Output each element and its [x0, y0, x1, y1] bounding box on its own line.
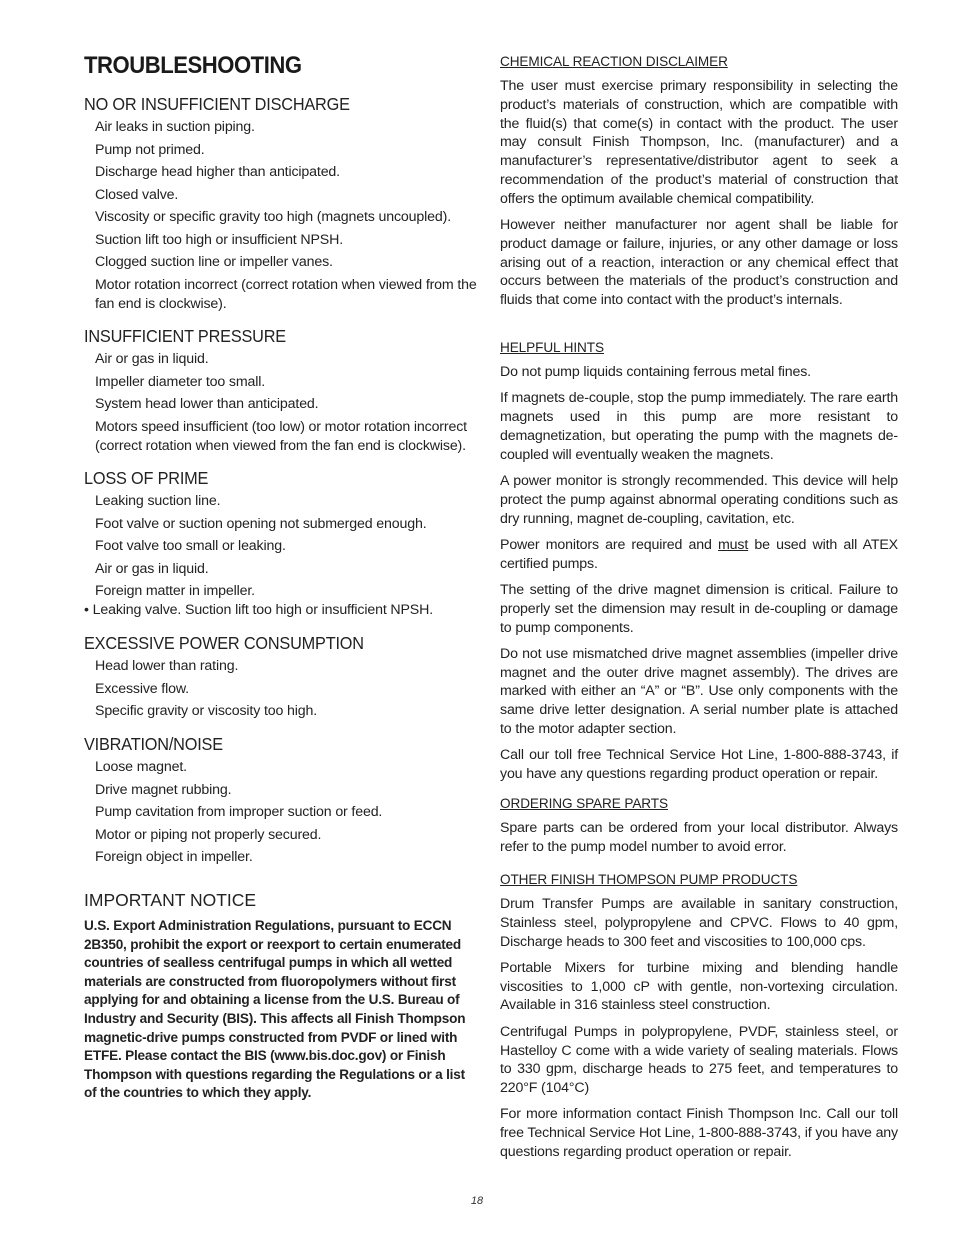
paragraph: However neither manufacturer nor agent shall be liable for product damage or failure, injuries, or any other damage or loss arising out of a reaction, interaction or any chemical effect that occurs between the materials of the product’s construction and fluids that come into contact with the product’s internals. — [500, 217, 898, 309]
list-item: Specific gravity or viscosity too high. — [95, 703, 318, 719]
important-notice — [84, 890, 480, 1103]
list-item: Pump cavitation from improper suction or feed. — [95, 804, 383, 820]
section-heading: HELPFUL HINTS — [500, 340, 604, 355]
paragraph: The setting of the drive magnet dimension is critical. Failure to properly set the dimension may result in de-coupling or damage to pump components. — [500, 581, 898, 636]
list-item: Leaking suction line. — [95, 493, 221, 509]
list-item: Impeller diameter too small. — [95, 373, 266, 390]
list-item: Closed valve. — [95, 186, 179, 203]
paragraph: Do not use mismatched drive magnet assemblies (impeller drive magnet and the outer drive magnet assembly). The drives are marked with either an “A” or “B”. Use only components with the same drive letter designation. A serial number plate is attached to the motor adapter section. — [500, 645, 898, 738]
section-heading: OTHER FINISH THOMPSON PUMP PRODUCTS — [500, 872, 798, 887]
other-products — [500, 872, 898, 1169]
section-no-discharge — [84, 94, 480, 317]
section-heading: INSUFFICIENT PRESSURE — [84, 326, 286, 346]
list-item: Foot valve too small or leaking. — [95, 538, 286, 554]
list-item: Loose magnet. — [95, 759, 187, 775]
paragraph: A power monitor is strongly recommended. This device will help protect the pump against abnormal operating conditions such as dry running, magnet de-coupling, cavitation, etc. — [500, 472, 898, 527]
notice-body: U.S. Export Administration Regulations, pursuant to ECCN 2B350, prohibit the export or reexport to certain enumerated countries of sealless centrifugal pumps in which all wetted materials are constructed from fluoropolymers without first applying for and obtaining a license from the U.S. Bureau of Industry and Security (BIS). This affects all Finish Thompson magnetic-drive pumps constructed from PVDF or lined with ETFE. Please contact the BIS (www.bis.doc.gov) or Finish Thompson with questions regarding the Regulations or a list of the countries to which they apply. — [84, 918, 466, 1101]
section-excessive-power — [84, 633, 480, 725]
section-heading: NO OR INSUFFICIENT DISCHARGE — [84, 94, 350, 114]
list-item: Motor rotation incorrect (correct rotation when viewed from the fan end is clockwise). — [95, 276, 477, 312]
list-item: Discharge head higher than anticipated. — [95, 164, 340, 180]
text-run: be used with all ATEX certified pumps. — [500, 536, 898, 572]
list-item: Air or gas in liquid. — [95, 560, 209, 577]
list-item: Air or gas in liquid. — [95, 351, 209, 367]
list-item: Foot valve or suction opening not submerged enough. — [95, 515, 427, 532]
paragraph: The user must exercise primary responsibility in selecting the product’s materials of construction, which are compatible with the fluid(s) that come(s) in contact with the product. The user may consult Finish Thompson, Inc. (manufacturer) and a manufacturer’s representative/distributor agent to seek a recommendation of the product’s material of construction that offers the optimum available chemical compatibility. — [500, 78, 898, 207]
section-heading: ORDERING SPARE PARTS — [500, 796, 668, 811]
paragraph: Drum Transfer Pumps are available in sanitary construction, Stainless steel, polypropylene and CPVC. Flows to 40 gpm, Discharge heads to 300 feet and viscosities to 100,000 cps. — [500, 896, 898, 950]
list-item: Suction lift too high or insufficient NPSH. — [95, 231, 344, 248]
list-item: Drive magnet rubbing. — [95, 781, 232, 798]
page-title: TROUBLESHOOTING — [84, 52, 302, 79]
paragraph-atex — [500, 536, 898, 574]
section-loss-of-prime — [84, 468, 480, 624]
paragraph: Portable Mixers for turbine mixing and blending handle viscosities to 1,000 cP with gentle, non-vortexing circulation. Available in 316 stainless steel construction. — [500, 959, 898, 1014]
list-item: • Leaking valve. Suction lift too high or insufficient NPSH. — [84, 602, 434, 618]
section-heading: LOSS OF PRIME — [84, 468, 209, 488]
section-insufficient-pressure — [84, 326, 480, 459]
paragraph: For more information contact Finish Thompson Inc. Call our toll free Technical Service Hot Line, 1-800-888-3743, if you have any questions regarding product operation or repair. — [500, 1106, 898, 1161]
list-item: Air leaks in suction piping. — [95, 119, 255, 135]
list-item: Head lower than rating. — [95, 658, 239, 674]
list-item: Motors speed insufficient (too low) or motor rotation incorrect (correct rotation when viewed from the fan end is clockwise). — [95, 418, 467, 454]
list-item: Clogged suction line or impeller vanes. — [95, 254, 333, 270]
list-item: Foreign object in impeller. — [95, 849, 253, 865]
chemical-disclaimer — [500, 54, 898, 318]
list-item: Excessive flow. — [95, 680, 189, 697]
list-item: Viscosity or specific gravity too high (magnets uncoupled). — [95, 209, 452, 225]
section-heading: VIBRATION/NOISE — [84, 734, 223, 754]
list-item: Pump not primed. — [95, 141, 205, 158]
list-item: Foreign matter in impeller. — [95, 583, 255, 599]
paragraph: Spare parts can be ordered from your local distributor. Always refer to the pump model number to avoid error. — [500, 820, 898, 855]
paragraph: Do not pump liquids containing ferrous metal fines. — [500, 364, 811, 380]
paragraph: Centrifugal Pumps in polypropylene, PVDF, stainless steel, or Hastelloy C come with a wide variety of sealing materials. Flows to 330 gpm, discharge heads to 275 feet, and temperatures to 220°F (104°C) — [500, 1023, 898, 1097]
notice-heading: IMPORTANT NOTICE — [84, 890, 257, 910]
section-heading: CHEMICAL REACTION DISCLAIMER — [500, 54, 728, 69]
section-vibration-noise — [84, 734, 480, 871]
list-item: Motor or piping not properly secured. — [95, 826, 322, 843]
helpful-hints — [500, 340, 898, 791]
underlined-word: must — [718, 536, 749, 553]
page-number: 18 — [470, 1195, 484, 1207]
paragraph: Call our toll free Technical Service Hot Line, 1-800-888-3743, if you have any questions regarding product operation or repair. — [500, 747, 898, 783]
list-item: System head lower than anticipated. — [95, 396, 319, 412]
ordering-spare-parts — [500, 796, 898, 864]
text-run: Power monitors are required and — [500, 536, 718, 553]
section-heading: EXCESSIVE POWER CONSUMPTION — [84, 633, 364, 653]
paragraph: If magnets de-couple, stop the pump immediately. The rare earth magnets used in this pump are more resistant to demagnetization, but operating the pump with the magnets de-coupled will eventually weaken the magnets. — [500, 390, 898, 463]
